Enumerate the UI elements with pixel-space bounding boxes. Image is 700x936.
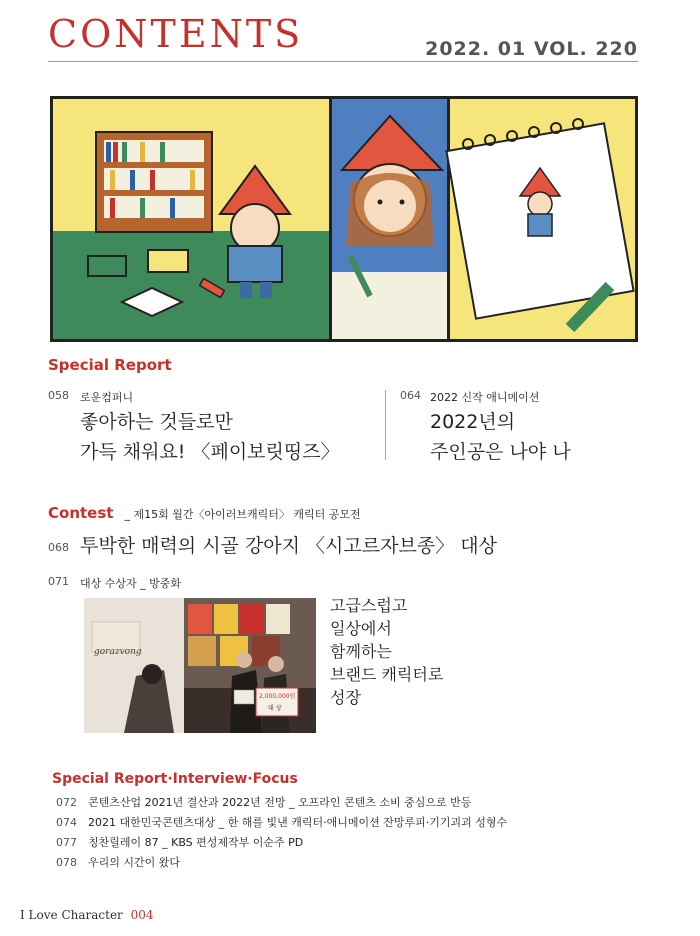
header-divider [48,61,638,62]
list-item-text: 칭찬릴레이 87 _ KBS 편성제작부 이순주 PD [88,836,304,849]
item-title-line: 좋아하는 것들로만 [80,411,233,433]
photo-board-amount: 2,000,000원 [259,693,296,700]
bookshelf-icon [96,132,212,232]
contest-sub: _ 제15회 월간〈아이러브캐릭터〉 캐릭터 공모전 [124,508,361,521]
item-tag: 대상 수상자 _ 방중화 [80,577,181,590]
photo-sign-text: gorazvong [94,647,142,657]
list-item [56,814,507,830]
item-number: 058 [48,389,69,402]
contest-header [48,503,361,522]
sif-label: Special Report·Interview·Focus [52,771,298,787]
special-report-label: Special Report [48,356,172,374]
item-number: 071 [48,575,69,588]
quote-line: 함께하는 [330,642,392,661]
footer-brand: I Love Character [20,908,123,922]
issue-number: 2022. 01 VOL. 220 [425,38,638,60]
item-title-line: 가득 채워요! 〈페이보릿띵즈〉 [80,441,340,463]
list-item [56,794,471,810]
quote-line: 브랜드 캐릭터로 [330,665,444,684]
list-item-number: 078 [56,856,77,869]
list-item-text: 콘텐츠산업 2021년 결산과 2022년 전망 _ 오프라인 콘텐츠 소비 중심으로 반등 [88,796,472,809]
list-item-number: 077 [56,836,77,849]
item-title-line: 2022년의 [430,411,516,433]
page-title: CONTENTS [48,12,304,56]
list-item-text: 2021 대한민국콘텐츠대상 _ 한 해를 빛낸 캐릭터·애니메이션 잔망루피·기기괴괴 성형수 [88,816,508,829]
photo-board-label: 대 상 [268,705,282,712]
item-tag: 2022 신작 애니메이션 [430,391,540,404]
item-number: 068 [48,541,69,554]
page-number: 004 [130,908,154,922]
quote-line: 성장 [330,688,361,707]
list-item-text: 우리의 시간이 왔다 [88,856,181,869]
contest-title: 투박한 매력의 시골 강아지 〈시고르자브종〉 대상 [80,535,497,557]
item-number: 064 [400,389,421,402]
list-item [56,834,303,850]
award-photo [84,598,316,733]
winner-quote [330,594,443,709]
list-item-number: 074 [56,816,77,829]
quote-line: 고급스럽고 [330,596,408,615]
cover-illustration [50,96,638,342]
list-item-number: 072 [56,796,77,809]
item-title-line: 주인공은 나야 나 [430,441,571,463]
item-tag: 로운컴퍼니 [80,391,134,404]
footer [20,908,154,922]
column-divider [385,390,386,460]
quote-line: 일상에서 [330,619,392,638]
list-item [56,854,180,870]
contest-label: Contest [48,504,114,522]
